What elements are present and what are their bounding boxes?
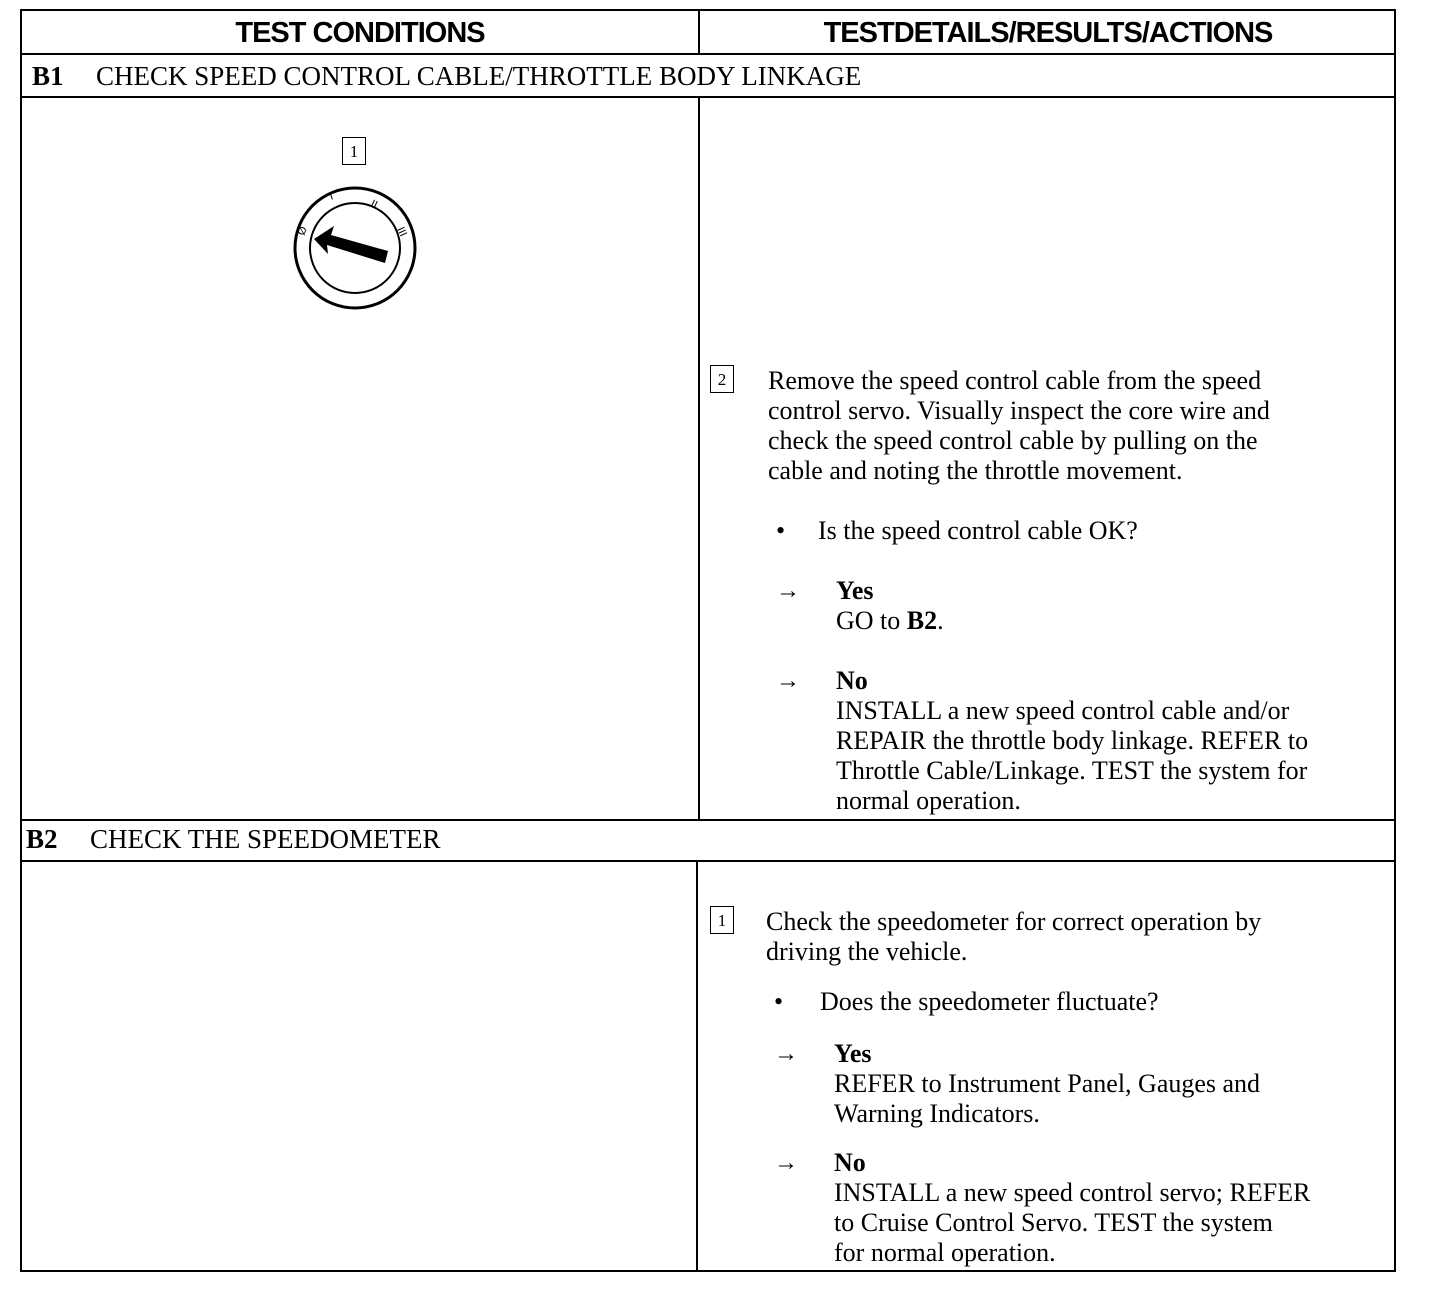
- yes-action: [836, 606, 944, 636]
- no-action-line: normal operation.: [836, 786, 1021, 815]
- no-outcome: [836, 666, 1308, 816]
- instruction-text: [766, 907, 1261, 967]
- dial-pointer-arrow: [314, 226, 388, 263]
- instruction-line: control servo. Visually inspect the core wire and: [768, 396, 1270, 425]
- divider: [22, 860, 1394, 862]
- arrow-icon: →: [776, 578, 800, 604]
- column-divider: [698, 96, 700, 821]
- yes-action-line: REFER to Instrument Panel, Gauges and: [834, 1069, 1261, 1098]
- yes-outcome: [834, 1039, 1260, 1129]
- arrow-icon: →: [774, 1150, 798, 1176]
- no-action-line: to Cruise Control Servo. TEST the system: [834, 1208, 1273, 1237]
- section-code: B1: [32, 61, 64, 91]
- no-action-line: REPAIR the throttle body linkage. REFER to: [836, 726, 1309, 755]
- instruction-text: [768, 366, 1270, 486]
- divider: [22, 819, 1394, 821]
- bullet-icon: •: [776, 516, 786, 545]
- yes-outcome: [836, 576, 944, 636]
- arrow-icon: →: [774, 1041, 798, 1067]
- yes-action-line: Warning Indicators.: [834, 1099, 1040, 1128]
- question-text: Is the speed control cable OK?: [818, 516, 1138, 545]
- instruction-line: Remove the speed control cable from the speed: [768, 366, 1262, 395]
- yes-action-ref: B2: [906, 606, 938, 635]
- dial-label-2: II: [368, 197, 380, 212]
- bullet-icon: •: [774, 987, 784, 1016]
- instruction-line: Check the speedometer for correct operation by: [766, 907, 1262, 936]
- instruction-line: cable and noting the throttle movement.: [768, 456, 1183, 485]
- question-text: Does the speedometer fluctuate?: [820, 987, 1159, 1016]
- header-test-details: TESTDETAILS/RESULTS/ACTIONS: [823, 17, 1273, 49]
- step-number-box: 1: [342, 137, 366, 165]
- section-title-text: CHECK THE SPEEDOMETER: [90, 824, 441, 854]
- instruction-line: driving the vehicle.: [766, 937, 968, 966]
- no-action-line: for normal operation.: [834, 1238, 1056, 1267]
- no-label: No: [834, 1148, 866, 1177]
- column-divider: [698, 11, 700, 55]
- yes-action-suffix: .: [937, 606, 944, 635]
- divider: [22, 53, 1394, 55]
- yes-label: Yes: [834, 1039, 872, 1068]
- no-action-line: INSTALL a new speed control servo; REFER: [834, 1178, 1311, 1207]
- no-outcome: [834, 1148, 1310, 1268]
- no-action-line: Throttle Cable/Linkage. TEST the system for: [836, 756, 1308, 785]
- dial-label-1: I: [327, 190, 335, 203]
- dial-label-3: III: [394, 225, 410, 239]
- ignition-key-dial-icon: [290, 183, 420, 313]
- section-title-b2: [22, 824, 441, 855]
- yes-label: Yes: [836, 576, 874, 605]
- arrow-icon: →: [776, 668, 800, 694]
- yes-action-prefix: GO to: [836, 606, 907, 635]
- section-code: B2: [26, 824, 58, 854]
- dial-label-off: Ø: [295, 224, 310, 238]
- no-label: No: [836, 666, 868, 695]
- step-number-box: 2: [710, 365, 734, 393]
- instruction-line: check the speed control cable by pulling on the: [768, 426, 1258, 455]
- section-title-b1: [22, 61, 861, 92]
- divider: [22, 96, 1394, 98]
- step-number-box: 1: [710, 906, 734, 934]
- diagnostic-table: [20, 9, 1396, 1272]
- section-title-text: CHECK SPEED CONTROL CABLE/THROTTLE BODY LINKAGE: [96, 61, 862, 91]
- column-divider: [696, 860, 698, 1272]
- header-test-conditions: TEST CONDITIONS: [235, 17, 485, 49]
- no-action-line: INSTALL a new speed control cable and/or: [836, 696, 1290, 725]
